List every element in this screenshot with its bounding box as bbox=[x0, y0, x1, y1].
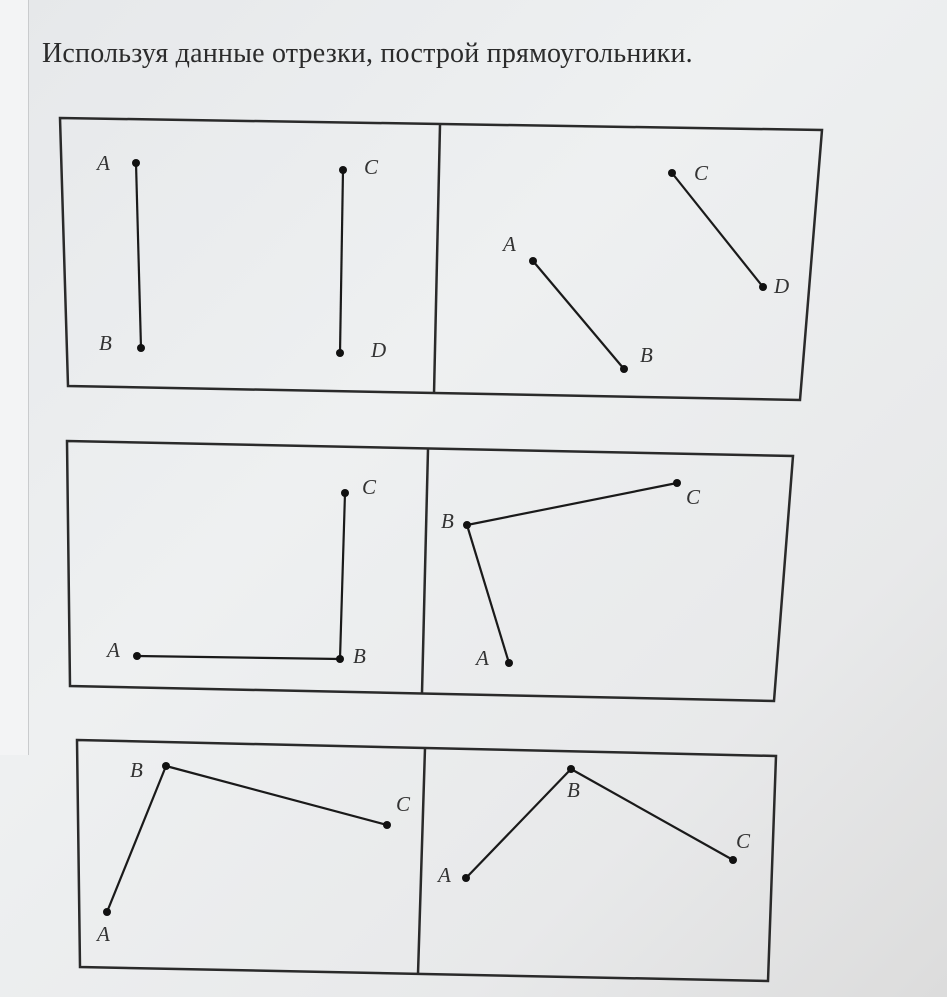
exercise-1b bbox=[501, 161, 789, 373]
panel-row-2 bbox=[67, 441, 793, 701]
segment-cd bbox=[340, 170, 343, 353]
segment-ab bbox=[467, 525, 509, 663]
segment-ab bbox=[533, 261, 624, 369]
panel-2-divider bbox=[422, 449, 428, 693]
exercise-2a bbox=[105, 475, 377, 668]
segment-ab bbox=[137, 656, 340, 659]
panel-1-divider bbox=[434, 125, 440, 394]
point-c bbox=[339, 166, 347, 174]
exercise-1a bbox=[95, 151, 386, 362]
label-b: B bbox=[353, 644, 366, 668]
point-a bbox=[462, 874, 470, 882]
point-b bbox=[463, 521, 471, 529]
label-b: B bbox=[130, 758, 143, 782]
point-a bbox=[132, 159, 140, 167]
label-a: A bbox=[107, 638, 120, 662]
segment-bc bbox=[166, 766, 387, 825]
segment-ab bbox=[107, 766, 166, 912]
point-c bbox=[668, 169, 676, 177]
point-c bbox=[341, 489, 349, 497]
label-a: A bbox=[97, 151, 110, 175]
point-b bbox=[336, 655, 344, 663]
label-d: D bbox=[371, 338, 387, 362]
label-b: B bbox=[441, 509, 454, 533]
segment-bc bbox=[340, 493, 345, 659]
panel-3-frame bbox=[77, 740, 776, 981]
point-a bbox=[505, 659, 513, 667]
point-b bbox=[567, 765, 575, 773]
point-b bbox=[137, 344, 145, 352]
point-b bbox=[162, 762, 170, 770]
label-c: C bbox=[686, 485, 701, 509]
label-a: A bbox=[503, 232, 516, 256]
segment-ab bbox=[136, 163, 141, 348]
point-d bbox=[336, 349, 344, 357]
point-c bbox=[729, 856, 737, 864]
exercise-3a bbox=[95, 758, 411, 946]
panel-2-frame bbox=[67, 441, 793, 701]
label-d: D bbox=[774, 274, 790, 298]
segment-bc bbox=[467, 483, 677, 525]
label-b: B bbox=[640, 343, 653, 367]
point-a bbox=[529, 257, 537, 265]
panel-3-divider bbox=[418, 748, 425, 974]
label-b: B bbox=[567, 778, 580, 802]
segment-bc bbox=[571, 769, 733, 860]
exercise-2b bbox=[441, 479, 701, 670]
point-c bbox=[383, 821, 391, 829]
label-c: C bbox=[396, 792, 411, 816]
panel-row-3 bbox=[77, 740, 776, 981]
label-b: B bbox=[99, 331, 112, 355]
point-b bbox=[620, 365, 628, 373]
label-c: C bbox=[736, 829, 751, 853]
label-c: C bbox=[362, 475, 377, 499]
label-c: C bbox=[694, 161, 709, 185]
task-title: Используя данные отрезки, построй прямоугольники. bbox=[42, 38, 693, 69]
label-a: A bbox=[438, 863, 451, 887]
label-a: A bbox=[476, 646, 489, 670]
segment-ab bbox=[466, 769, 571, 878]
segment-cd bbox=[672, 173, 763, 287]
point-a bbox=[103, 908, 111, 916]
point-a bbox=[133, 652, 141, 660]
label-a: A bbox=[97, 922, 110, 946]
exercise-3b bbox=[436, 765, 751, 887]
label-c: C bbox=[364, 155, 379, 179]
point-c bbox=[673, 479, 681, 487]
point-d bbox=[759, 283, 767, 291]
